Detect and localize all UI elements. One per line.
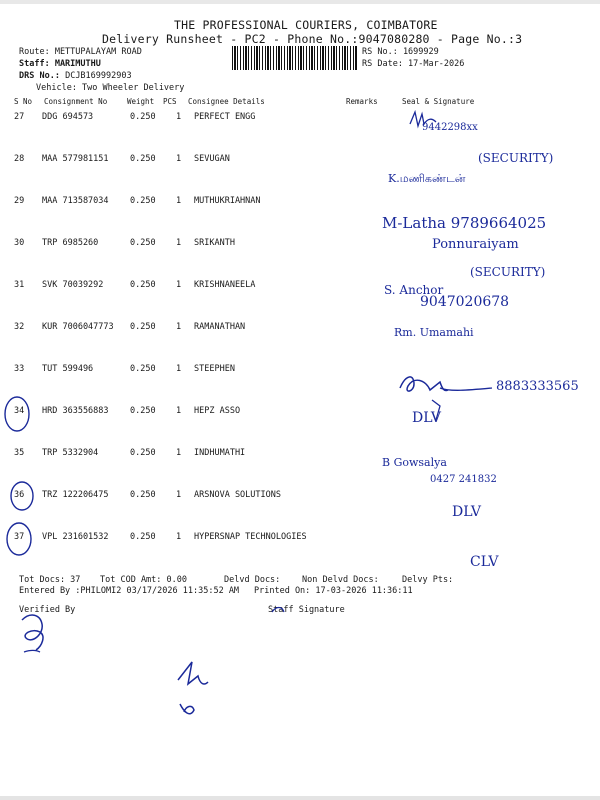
row-sno: 31: [14, 280, 25, 290]
row-consignment: MAA 577981151: [42, 154, 109, 164]
tot-docs: Tot Docs: 37: [19, 575, 81, 585]
row-consignee: SRIKANTH: [194, 238, 235, 248]
row-consignment: HRD 363556883: [42, 406, 109, 416]
runsheet-subtitle: Delivery Runsheet - PC2 - Phone No.:9047080280 - Page No.:3: [102, 32, 523, 46]
row-consignment: SVK 70039292: [42, 280, 104, 290]
row-weight: 0.250: [130, 532, 156, 542]
handwritten-note: S. Anchor: [384, 283, 444, 297]
staff-signature: Staff Signature: [268, 605, 345, 615]
row-weight: 0.250: [130, 154, 156, 164]
handwritten-note: DLV: [412, 410, 441, 426]
vehicle-label: Vehicle: Two Wheeler Delivery: [36, 83, 185, 93]
row-consignment: MAA 713587034: [42, 196, 109, 206]
row-consignment: TRZ 122206475: [42, 490, 109, 500]
row-weight: 0.250: [130, 280, 156, 290]
col-remarks: Remarks: [346, 97, 378, 106]
row-sno: 34: [14, 406, 25, 416]
drs-label: DRS No.:: [19, 71, 60, 81]
row-sno: 30: [14, 238, 25, 248]
row-consignment: TRP 6985260: [42, 238, 99, 248]
col-pcs: PCS: [163, 97, 177, 106]
row-pcs: 1: [176, 532, 182, 542]
row-consignment: KUR 7006047773: [42, 322, 114, 332]
row-pcs: 1: [176, 364, 182, 374]
handwritten-note: CLV: [470, 554, 499, 570]
row-consignee: HEPZ ASSO: [194, 406, 241, 416]
handwritten-note: (SECURITY): [470, 265, 546, 279]
row-consignee: INDHUMATHI: [194, 448, 246, 458]
row-pcs: 1: [176, 448, 182, 458]
delvd-docs: Delvd Docs:: [224, 575, 281, 585]
handwritten-note: Rm. Umamahi: [394, 326, 474, 339]
handwritten-note: 0427 241832: [430, 474, 497, 485]
staff-signature-mark: [272, 608, 284, 613]
row-sno: 28: [14, 154, 25, 164]
signature-stroke: [24, 651, 40, 653]
company-title: THE PROFESSIONAL COURIERS, COIMBATORE: [174, 18, 438, 32]
row-consignment: DDG 694573: [42, 112, 94, 122]
row-pcs: 1: [176, 112, 182, 122]
row-consignee: HYPERSNAP TECHNOLOGIES: [194, 532, 307, 542]
handwritten-note: 9047020678: [420, 294, 510, 310]
row-sno: 33: [14, 364, 25, 374]
handwritten-note: K.மணிகண்டன்: [388, 172, 466, 185]
row-consignee: ARSNOVA SOLUTIONS: [194, 490, 281, 500]
verified-by: Verified By: [19, 605, 76, 615]
row-consignee: MUTHUKRIAHNAN: [194, 196, 261, 206]
col-consignment: Consignment No: [44, 97, 108, 106]
handwritten-note: 8883333565: [496, 379, 579, 394]
row-pcs: 1: [176, 238, 182, 248]
row-consignee: KRISHNANEELA: [194, 280, 256, 290]
printed-on: Printed On: 17-03-2026 11:36:11: [254, 586, 413, 596]
handwritten-note: M-Latha 9789664025: [382, 214, 547, 232]
circle-mark-37: [7, 523, 31, 555]
row-consignee: RAMANATHAN: [194, 322, 246, 332]
row-sno: 35: [14, 448, 25, 458]
row-pcs: 1: [176, 406, 182, 416]
row-pcs: 1: [176, 280, 182, 290]
row-sno: 36: [14, 490, 25, 500]
staff-label: Staff: MARIMUTHU: [19, 59, 101, 69]
col-weight: Weight: [127, 97, 155, 106]
bottom-signature-stroke: [180, 704, 194, 714]
row-consignment: TUT 599496: [42, 364, 94, 374]
handwritten-note: B Gowsalya: [382, 456, 447, 469]
handwritten-note: Ponnuraiyam: [432, 237, 519, 252]
circle-mark-36: [11, 482, 33, 510]
row-consignment: TRP 5332904: [42, 448, 99, 458]
row-sno: 32: [14, 322, 25, 332]
row-weight: 0.250: [130, 364, 156, 374]
row-weight: 0.250: [130, 112, 156, 122]
row-consignment: VPL 231601532: [42, 532, 109, 542]
row-sno: 29: [14, 196, 25, 206]
entered-by: Entered By :PHILOMI2 03/17/2026 11:35:52 AM: [19, 586, 240, 596]
row-consignee: STEEPHEN: [194, 364, 235, 374]
row-weight: 0.250: [130, 490, 156, 500]
row-pcs: 1: [176, 322, 182, 332]
col-seal-signature: Seal & Signature: [402, 97, 475, 106]
handwritten-note: (SECURITY): [478, 151, 554, 165]
route-label: Route: METTUPALAYAM ROAD: [19, 47, 142, 57]
handwritten-note: DLV: [452, 504, 481, 520]
bottom-signature: [178, 662, 208, 684]
row-pcs: 1: [176, 196, 182, 206]
row-weight: 0.250: [130, 196, 156, 206]
rs-date: RS Date: 17-Mar-2026: [362, 59, 465, 69]
row-consignee: PERFECT ENGG: [194, 112, 256, 122]
row-sno: 37: [14, 532, 25, 542]
rs-number: RS No.: 1699929: [362, 47, 439, 57]
circle-mark-34: [5, 397, 29, 431]
tot-cod-amt: Tot COD Amt: 0.00: [100, 575, 187, 585]
signature-scribble: [440, 388, 492, 390]
row-pcs: 1: [176, 490, 182, 500]
scan-edge-bottom: [0, 796, 600, 800]
row-weight: 0.250: [130, 322, 156, 332]
row-weight: 0.250: [130, 448, 156, 458]
row-weight: 0.250: [130, 238, 156, 248]
row-sno: 27: [14, 112, 25, 122]
row-consignee: SEVUGAN: [194, 154, 230, 164]
col-consignee: Consignee Details: [188, 97, 265, 106]
non-delvd-docs: Non Delvd Docs:: [302, 575, 379, 585]
drs-value: DCJB169992903: [65, 71, 132, 81]
col-sno: S No: [14, 97, 33, 106]
verified-by-signature: [22, 615, 43, 650]
row-pcs: 1: [176, 154, 182, 164]
handwritten-note: 9442298xx: [422, 122, 478, 133]
row-weight: 0.250: [130, 406, 156, 416]
delvy-pts: Delvy Pts:: [402, 575, 454, 585]
